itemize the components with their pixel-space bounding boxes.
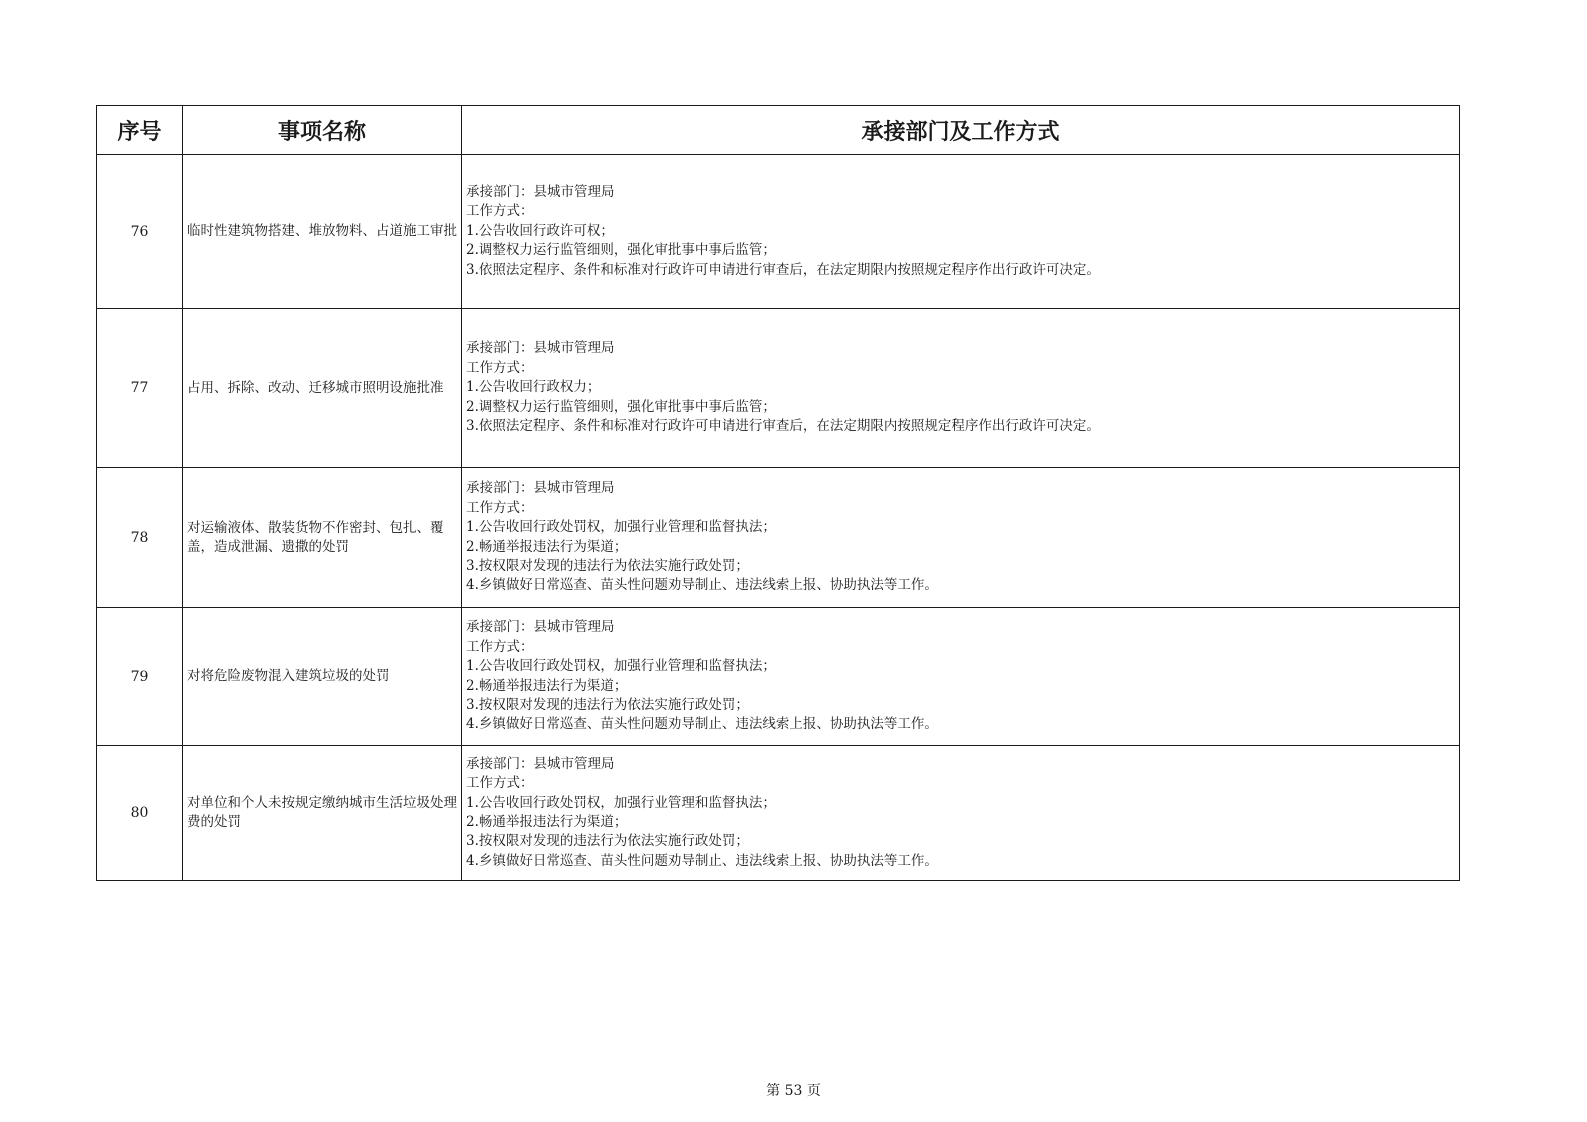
row-name: 对将危险废物混入建筑垃圾的处罚 — [183, 608, 462, 746]
way-line: 承接部门：县城市管理局 — [466, 755, 615, 772]
table-row — [97, 746, 1460, 881]
table-row — [97, 468, 1460, 608]
row-way — [462, 608, 1460, 746]
way-line: 工作方式： — [466, 499, 534, 516]
way-line: 1.公告收回行政处罚权，加强行业管理和监督执法； — [466, 519, 776, 536]
header-seq: 序号 — [97, 106, 183, 155]
way-line: 1.公告收回行政处罚权，加强行业管理和监督执法； — [466, 794, 776, 811]
way-line: 工作方式： — [466, 775, 534, 792]
row-name: 占用、拆除、改动、迁移城市照明设施批准 — [183, 309, 462, 468]
way-line: 承接部门：县城市管理局 — [466, 340, 615, 357]
way-line: 4.乡镇做好日常巡查、苗头性问题劝导制止、违法线索上报、协助执法等工作。 — [466, 716, 938, 733]
way-line: 承接部门：县城市管理局 — [466, 619, 615, 636]
way-line: 3.依照法定程序、条件和标准对行政许可申请进行审查后，在法定期限内按照规定程序作出行政许可决定。 — [466, 261, 1100, 278]
row-way — [462, 309, 1460, 468]
way-line: 4.乡镇做好日常巡查、苗头性问题劝导制止、违法线索上报、协助执法等工作。 — [466, 852, 938, 869]
way-line: 工作方式： — [466, 359, 534, 376]
row-seq: 77 — [97, 309, 183, 468]
way-line: 工作方式： — [466, 638, 534, 655]
way-line: 3.按权限对发现的违法行为依法实施行政处罚； — [466, 696, 749, 713]
way-line: 3.按权限对发现的违法行为依法实施行政处罚； — [466, 557, 749, 574]
way-line: 工作方式： — [466, 203, 534, 220]
row-way — [462, 746, 1460, 881]
table-row — [97, 155, 1460, 309]
way-line: 2.调整权力运行监管细则，强化审批事中事后监管； — [466, 398, 776, 415]
way-line: 2.畅通举报违法行为渠道； — [466, 538, 628, 555]
table-header-row — [97, 106, 1460, 155]
way-line: 4.乡镇做好日常巡查、苗头性问题劝导制止、违法线索上报、协助执法等工作。 — [466, 577, 938, 594]
row-seq: 79 — [97, 608, 183, 746]
row-way — [462, 468, 1460, 608]
way-line: 2.畅通举报违法行为渠道； — [466, 677, 628, 694]
row-name: 临时性建筑物搭建、堆放物料、占道施工审批 — [183, 155, 462, 309]
way-line: 3.依照法定程序、条件和标准对行政许可申请进行审查后，在法定期限内按照规定程序作出行政许可决定。 — [466, 418, 1100, 435]
way-line: 2.畅通举报违法行为渠道； — [466, 814, 628, 830]
row-name: 对单位和个人未按规定缴纳城市生活垃圾处理费的处罚 — [183, 746, 462, 881]
way-line: 1.公告收回行政权力； — [466, 379, 601, 396]
page-number: 第 53 页 — [766, 1083, 821, 1099]
row-seq: 78 — [97, 468, 183, 608]
row-seq: 76 — [97, 155, 183, 309]
way-line: 承接部门：县城市管理局 — [466, 183, 615, 200]
row-seq: 80 — [97, 746, 183, 881]
header-way: 承接部门及工作方式 — [462, 106, 1460, 155]
way-line: 3.按权限对发现的违法行为依法实施行政处罚； — [466, 833, 749, 850]
row-way — [462, 155, 1460, 309]
table-row — [97, 309, 1460, 468]
header-name: 事项名称 — [183, 106, 462, 155]
way-line: 1.公告收回行政处罚权，加强行业管理和监督执法； — [466, 658, 776, 675]
way-line: 承接部门：县城市管理局 — [466, 480, 615, 497]
table-row — [97, 608, 1460, 746]
matters-table — [96, 105, 1460, 881]
way-line: 2.调整权力运行监管细则，强化审批事中事后监管； — [466, 242, 776, 259]
row-name: 对运输液体、散装货物不作密封、包扎、覆盖，造成泄漏、遗撒的处罚 — [183, 468, 462, 608]
way-line: 1.公告收回行政许可权； — [466, 222, 614, 239]
